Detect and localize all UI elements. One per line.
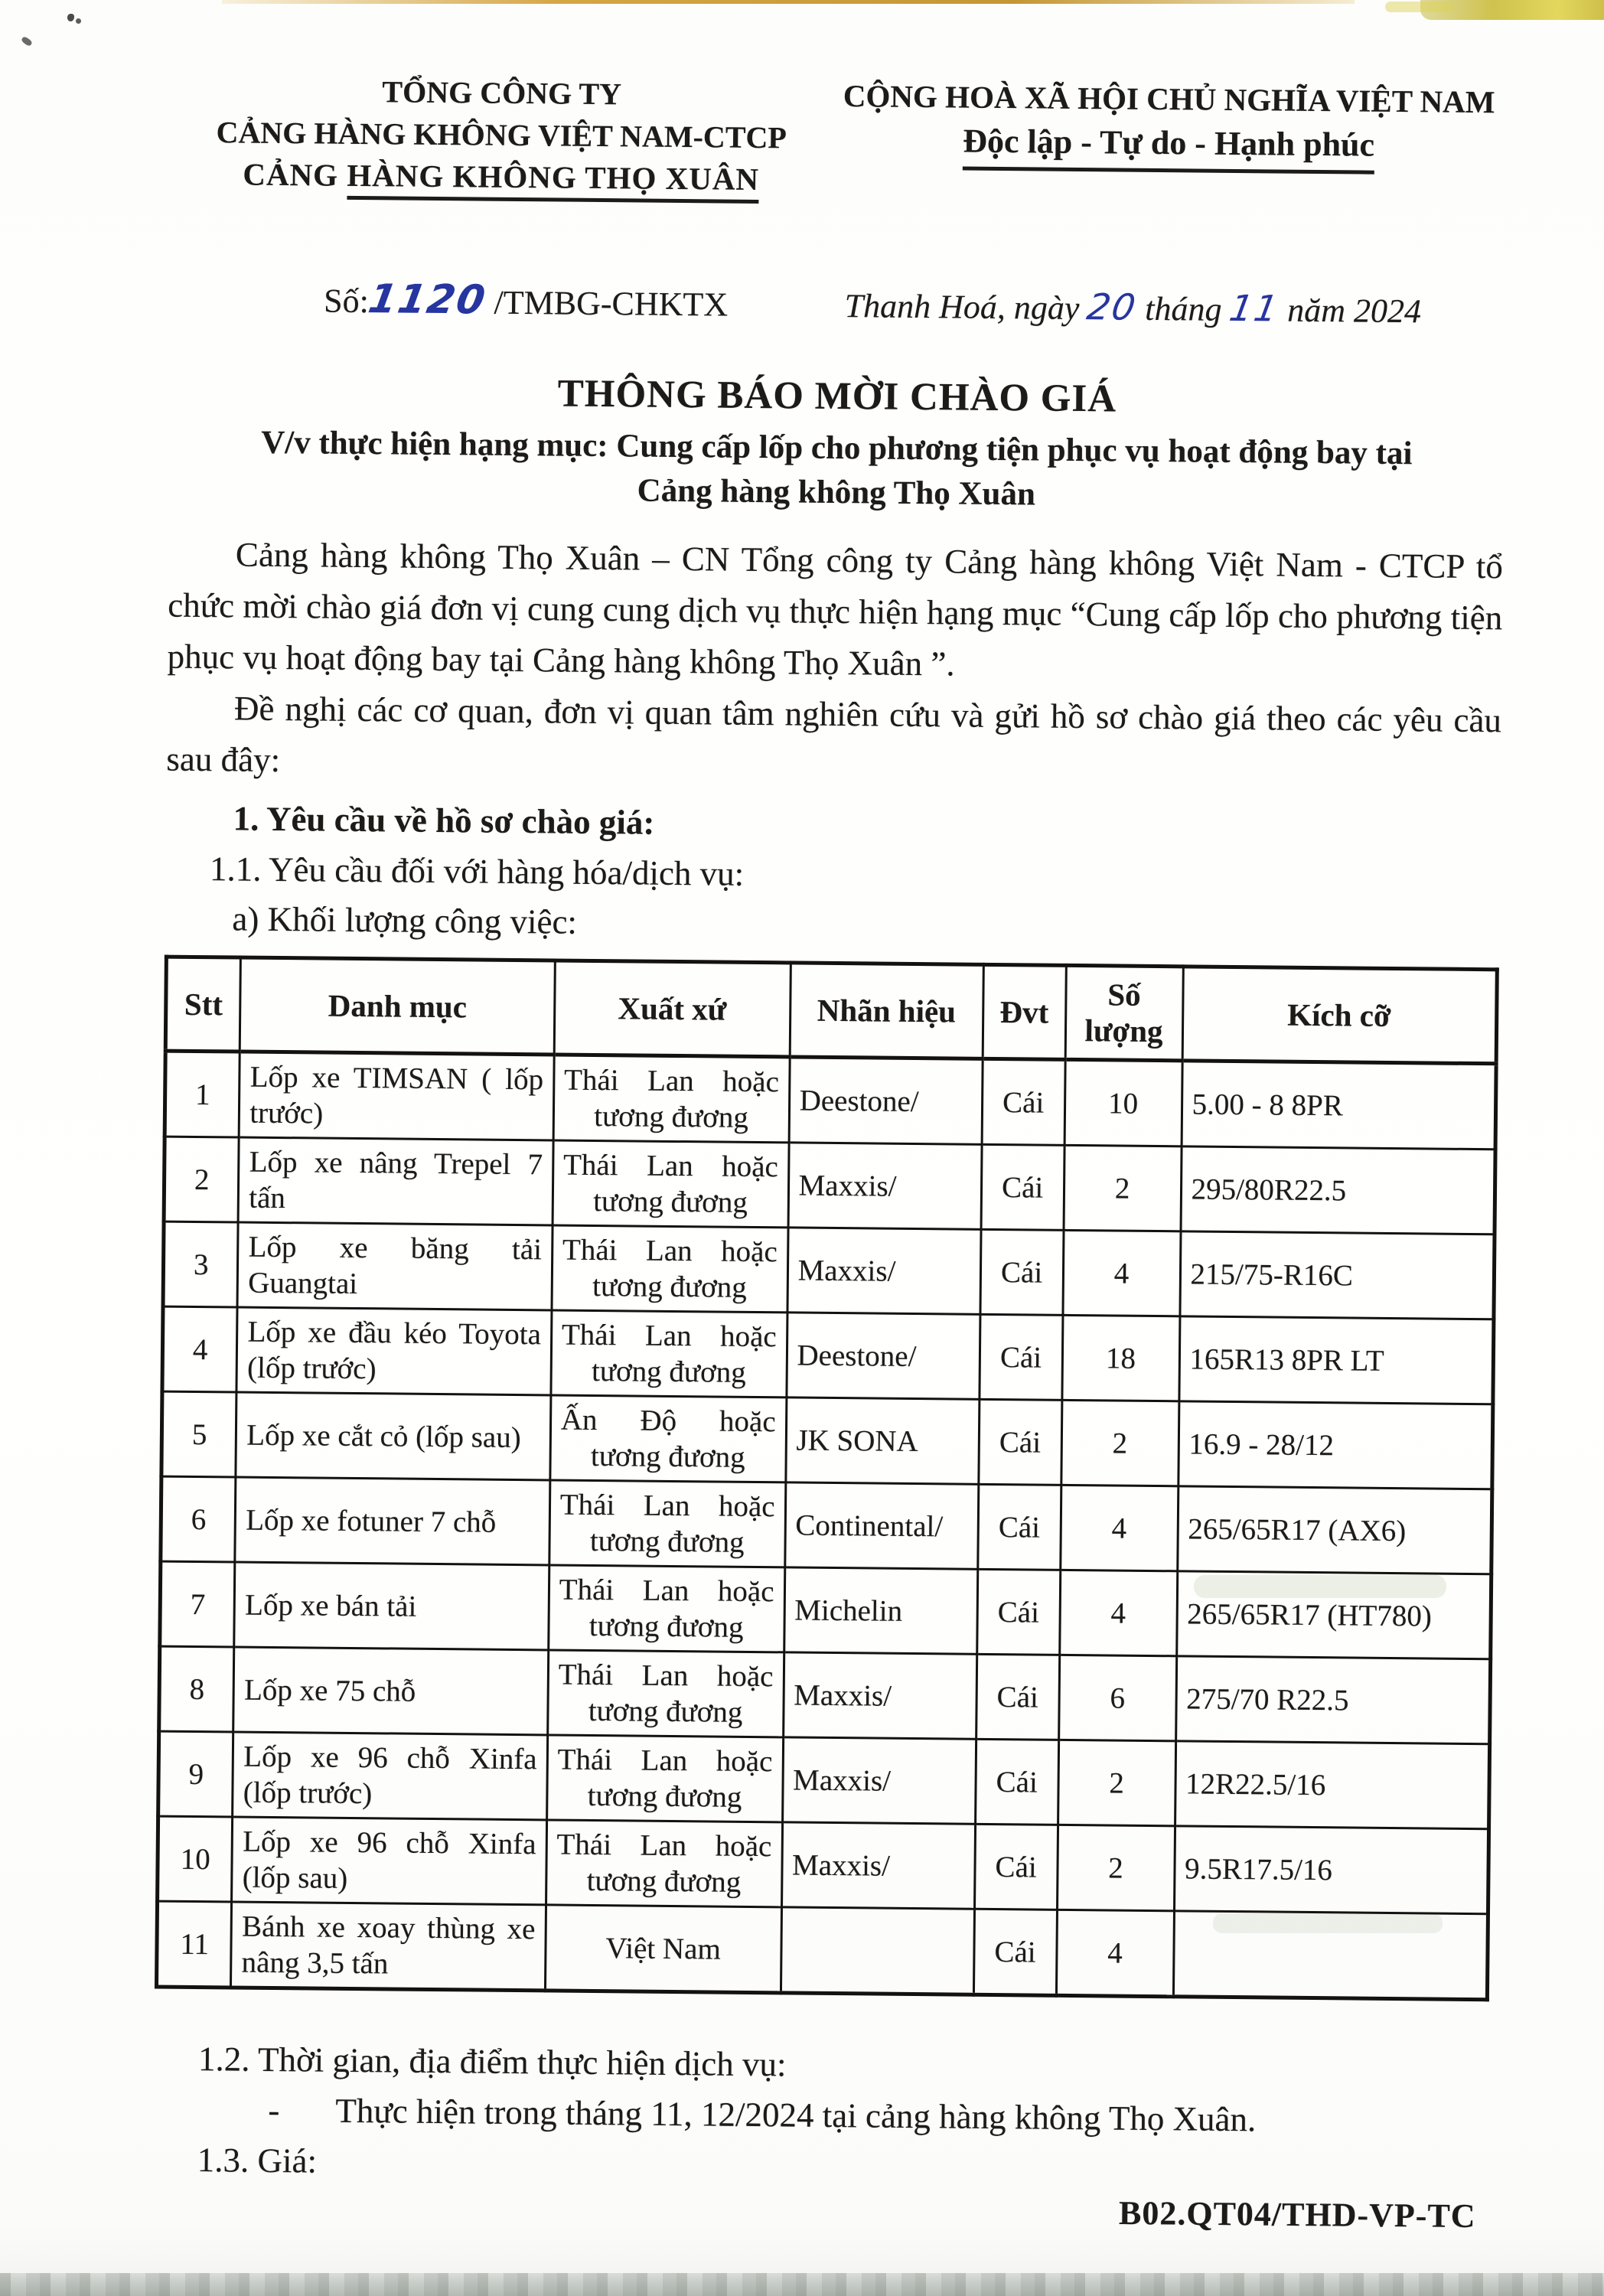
cell-nhan-hieu: Maxxis/ bbox=[781, 1822, 975, 1909]
section-1-3-heading: 1.3. Giá: bbox=[197, 2141, 318, 2180]
cell-dvt: Cái bbox=[976, 1569, 1060, 1655]
cell-kich-co: 12R22.5/16 bbox=[1175, 1741, 1489, 1829]
cell-danh-muc: Lốp xe băng tải Guangtai bbox=[237, 1222, 552, 1310]
national-motto-block bbox=[830, 75, 1508, 175]
doc-number-label: Số: bbox=[323, 282, 370, 321]
table-row bbox=[163, 1221, 1495, 1319]
cell-so-luong: 6 bbox=[1058, 1655, 1176, 1740]
cell-danh-muc: Lốp xe TIMSAN ( lốp trước) bbox=[240, 1052, 554, 1140]
cell-stt: 2 bbox=[164, 1137, 239, 1222]
table-row bbox=[159, 1646, 1491, 1744]
cell-dvt: Cái bbox=[975, 1739, 1058, 1825]
subtitle-line-1: V/v thực hiện hạng mục: Cung cấp lốp cho phương tiện phục vụ hoạt động bay tại bbox=[260, 424, 1413, 472]
cell-stt: 10 bbox=[158, 1816, 233, 1902]
cell-nhan-hieu: Michelin bbox=[784, 1567, 977, 1654]
table-row bbox=[165, 1051, 1496, 1150]
col-header-dvt: Đvt bbox=[983, 964, 1066, 1059]
cell-so-luong: 4 bbox=[1059, 1570, 1177, 1655]
cell-dvt: Cái bbox=[980, 1314, 1063, 1400]
doc-number-suffix: /TMBG-CHKTX bbox=[485, 283, 729, 324]
cell-so-luong: 2 bbox=[1058, 1740, 1175, 1825]
cell-stt: 5 bbox=[161, 1391, 236, 1477]
table-header-row bbox=[165, 957, 1497, 1064]
cell-xuat-xu: Thái Lan hoặc tương đương bbox=[548, 1565, 784, 1652]
doc-number-handwritten: 1120 bbox=[364, 276, 490, 324]
cell-so-luong: 2 bbox=[1057, 1825, 1175, 1910]
cell-so-luong: 4 bbox=[1062, 1230, 1180, 1316]
date-line bbox=[844, 284, 1421, 331]
document-content bbox=[152, 69, 1507, 2198]
cell-stt: 1 bbox=[165, 1051, 240, 1137]
col-header-so-luong: Số lượng bbox=[1065, 965, 1183, 1060]
document-number bbox=[324, 276, 729, 326]
cell-nhan-hieu: Deestone/ bbox=[786, 1313, 980, 1399]
cell-dvt: Cái bbox=[973, 1909, 1057, 1995]
cell-danh-muc: Lốp xe nâng Trepel 7 tấn bbox=[238, 1137, 553, 1225]
cell-nhan-hieu: Deestone/ bbox=[789, 1057, 983, 1144]
cell-dvt: Cái bbox=[981, 1144, 1064, 1230]
cell-nhan-hieu: Maxxis/ bbox=[782, 1737, 976, 1824]
cell-stt: 9 bbox=[158, 1731, 233, 1817]
cell-nhan-hieu: Maxxis/ bbox=[788, 1143, 982, 1229]
number-date-row bbox=[171, 275, 1505, 334]
org-corporation-name: CẢNG HÀNG KHÔNG VIỆT NAM-CTCP bbox=[216, 115, 787, 155]
cell-danh-muc: Lốp xe 96 chỗ Xinfa (lốp sau) bbox=[232, 1817, 546, 1905]
cell-so-luong: 18 bbox=[1061, 1315, 1179, 1401]
cell-stt: 6 bbox=[161, 1476, 236, 1562]
cell-dvt: Cái bbox=[979, 1399, 1062, 1485]
dash-bullet: - bbox=[268, 2090, 280, 2130]
date-day-handwritten: 20 bbox=[1084, 286, 1140, 329]
org-branch-underlined: HÀNG KHÔNG THỌ XUÂN bbox=[347, 158, 759, 204]
issuing-organization bbox=[171, 69, 831, 201]
cell-dvt: Cái bbox=[974, 1824, 1058, 1910]
org-branch-name bbox=[171, 153, 830, 201]
cell-dvt: Cái bbox=[980, 1229, 1064, 1315]
table-row bbox=[164, 1137, 1495, 1234]
cell-xuat-xu: Việt Nam bbox=[545, 1905, 781, 1993]
cell-kich-co: 5.00 - 8 8PR bbox=[1182, 1061, 1497, 1150]
cell-dvt: Cái bbox=[976, 1654, 1059, 1740]
cell-xuat-xu: Thái Lan hoặc tương đương bbox=[549, 1480, 786, 1567]
cell-kich-co: 9.5R17.5/16 bbox=[1174, 1826, 1488, 1914]
cell-stt: 4 bbox=[162, 1306, 237, 1392]
cell-xuat-xu: Ấn Độ hoặc tương đương bbox=[550, 1395, 787, 1482]
cell-kich-co: 265/65R17 (HT780) bbox=[1176, 1571, 1491, 1659]
document-subtitle bbox=[169, 420, 1505, 522]
cell-nhan-hieu bbox=[781, 1907, 974, 1994]
cell-stt: 3 bbox=[163, 1221, 238, 1307]
date-suffix: năm 2024 bbox=[1279, 291, 1422, 331]
cell-danh-muc: Lốp xe 75 chỗ bbox=[233, 1647, 548, 1735]
letterhead bbox=[171, 69, 1508, 208]
cell-nhan-hieu: Maxxis/ bbox=[787, 1228, 981, 1314]
cell-danh-muc: Lốp xe 96 chỗ Xinfa (lốp trước) bbox=[233, 1732, 547, 1820]
cell-kich-co: 215/75-R16C bbox=[1179, 1231, 1494, 1319]
cell-xuat-xu: Thái Lan hoặc tương đương bbox=[546, 1820, 782, 1907]
table-row bbox=[158, 1731, 1490, 1829]
dust-speck bbox=[21, 36, 33, 47]
cell-kich-co: 16.9 - 28/12 bbox=[1178, 1401, 1492, 1489]
col-header-nhan-hieu: Nhãn hiệu bbox=[790, 963, 983, 1058]
subtitle-line-2: Cảng hàng không Thọ Xuân bbox=[637, 472, 1036, 513]
cell-dvt: Cái bbox=[977, 1484, 1061, 1570]
national-title: CỘNG HOÀ XÃ HỘI CHỦ NGHĨA VIỆT NAM bbox=[843, 78, 1495, 120]
col-header-kich-co: Kích cỡ bbox=[1182, 967, 1498, 1064]
section-a-heading: a) Khối lượng công việc: bbox=[232, 899, 578, 941]
table-row bbox=[156, 1901, 1488, 2000]
cell-so-luong: 2 bbox=[1061, 1400, 1179, 1486]
section-1-2-heading: 1.2. Thời gian, địa điểm thực hiện dịch vụ: bbox=[197, 2040, 787, 2084]
cell-so-luong: 2 bbox=[1064, 1145, 1182, 1231]
col-header-xuat-xu: Xuất xứ bbox=[554, 960, 791, 1057]
national-motto: Độc lập - Tự do - Hạnh phúc bbox=[963, 122, 1374, 174]
date-month-handwritten: 11 bbox=[1226, 287, 1283, 331]
cell-so-luong: 10 bbox=[1064, 1059, 1182, 1146]
col-header-danh-muc: Danh mục bbox=[240, 957, 556, 1055]
cell-xuat-xu: Thái Lan hoặc tương đương bbox=[553, 1055, 790, 1143]
goods-table bbox=[155, 955, 1499, 2002]
cell-xuat-xu: Thái Lan hoặc tương đương bbox=[551, 1310, 787, 1397]
cell-xuat-xu: Thái Lan hoặc tương đương bbox=[546, 1735, 783, 1822]
cell-dvt: Cái bbox=[982, 1058, 1065, 1145]
cell-stt: 11 bbox=[156, 1901, 231, 1988]
document-title: THÔNG BÁO MỜI CHÀO GIÁ bbox=[557, 372, 1117, 421]
cell-so-luong: 4 bbox=[1056, 1910, 1174, 1996]
cell-nhan-hieu: Maxxis/ bbox=[783, 1652, 976, 1739]
cell-so-luong: 4 bbox=[1060, 1485, 1178, 1570]
cell-stt: 7 bbox=[160, 1561, 235, 1647]
cell-kich-co: 295/80R22.5 bbox=[1181, 1146, 1495, 1234]
cell-kich-co: 265/65R17 (AX6) bbox=[1177, 1486, 1492, 1574]
cell-xuat-xu: Thái Lan hoặc tương đương bbox=[553, 1140, 789, 1228]
scan-edge-band bbox=[0, 2273, 1604, 2296]
dust-speck bbox=[67, 14, 74, 21]
paragraph-intro: Cảng hàng không Thọ Xuân – CN Tổng công ty Cảng hàng không Việt Nam - CTCP tổ chức mời chào giá đơn vị cung cung dịch vụ thực hiện hạng mục “Cung cấp lốp cho phương tiện phục vụ hoạt động bay tại Cảng hàng không Thọ Xuân ”. bbox=[167, 535, 1504, 683]
cell-kich-co: 275/70 R22.5 bbox=[1175, 1656, 1490, 1744]
table-row bbox=[158, 1816, 1489, 1914]
cell-kich-co bbox=[1173, 1911, 1488, 2000]
cell-danh-muc: Lốp xe bán tải bbox=[234, 1562, 549, 1650]
org-branch-prefix: CẢNG bbox=[243, 156, 347, 193]
scan-artifact-corner-band-2 bbox=[1385, 2, 1454, 12]
cell-xuat-xu: Thái Lan hoặc tương đương bbox=[547, 1650, 784, 1737]
cell-danh-muc: Lốp xe cắt cỏ (lốp sau) bbox=[236, 1392, 550, 1480]
table-row bbox=[161, 1476, 1492, 1574]
cell-stt: 8 bbox=[159, 1646, 234, 1732]
section-1-heading: 1. Yêu cầu về hồ sơ chào giá: bbox=[233, 799, 655, 842]
date-prefix: Thanh Hoá, ngày bbox=[844, 287, 1088, 328]
org-parent-name: TỔNG CÔNG TY bbox=[382, 74, 622, 112]
date-mid: tháng bbox=[1136, 289, 1231, 328]
cell-nhan-hieu: JK SONA bbox=[785, 1397, 979, 1484]
table-row bbox=[162, 1306, 1494, 1404]
scan-artifact-top-line bbox=[222, 0, 1355, 4]
table-row bbox=[161, 1391, 1493, 1489]
scan-artifact-corner-band bbox=[1420, 0, 1604, 20]
section-1-2-item-text: Thực hiện trong tháng 11, 12/2024 tại cảng hàng không Thọ Xuân. bbox=[335, 2091, 1257, 2139]
dust-speck bbox=[76, 18, 81, 24]
cell-danh-muc: Lốp xe đầu kéo Toyota (lốp trước) bbox=[236, 1307, 551, 1395]
cell-kich-co: 165R13 8PR LT bbox=[1179, 1316, 1493, 1404]
section-1-1-heading: 1.1. Yêu cầu đối với hàng hóa/dịch vụ: bbox=[209, 850, 745, 893]
paragraph-invitation: Đề nghị các cơ quan, đơn vị quan tâm nghiên cứu và gửi hồ sơ chào giá theo các yêu cầu sau đây: bbox=[166, 689, 1502, 780]
cell-xuat-xu: Thái Lan hoặc tương đương bbox=[552, 1225, 788, 1313]
col-header-stt: Stt bbox=[165, 957, 241, 1052]
form-code: B02.QT04/THD-VP-TC bbox=[1118, 2193, 1476, 2236]
cell-danh-muc: Bánh xe xoay thùng xe nâng 3,5 tấn bbox=[231, 1902, 546, 1991]
table-row bbox=[160, 1561, 1492, 1659]
cell-danh-muc: Lốp xe fotuner 7 chỗ bbox=[235, 1477, 549, 1565]
cell-nhan-hieu: Continental/ bbox=[784, 1482, 978, 1569]
